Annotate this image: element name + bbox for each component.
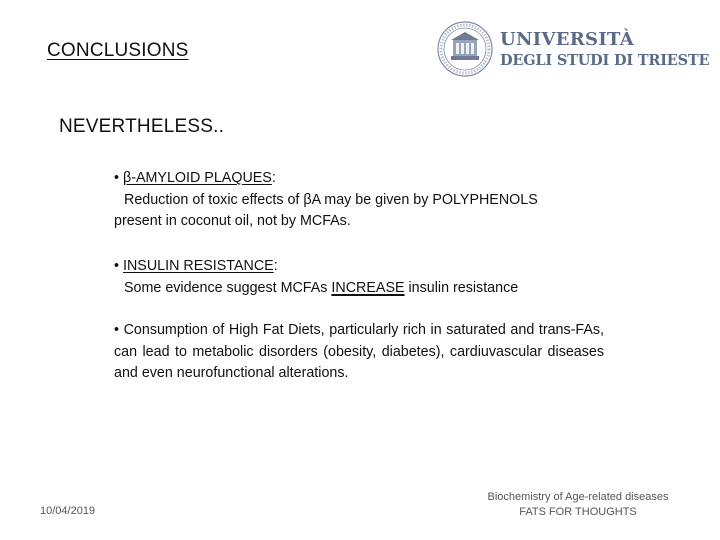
university-name	[500, 29, 709, 71]
bullet-insulin-emphasis: INCREASE	[331, 279, 405, 296]
footer-course-line2: FATS FOR THOUGHTS	[519, 506, 637, 518]
university-name-line2: DEGLI STUDI DI TRIESTE	[500, 52, 710, 69]
bullet-colon: :	[271, 170, 276, 186]
university-logo	[436, 20, 710, 78]
bullet-amyloid-line2: present in coconut oil, not by MCFAs.	[114, 213, 351, 229]
bullet-amyloid	[114, 168, 604, 233]
bullet-insulin	[114, 256, 604, 299]
university-name-line1: UNIVERSITÀ	[500, 29, 635, 50]
university-seal-icon	[436, 20, 494, 78]
bullet-label-insulin: INSULIN RESISTANCE	[123, 258, 274, 274]
bullet-insulin-text	[114, 278, 604, 300]
bullet-insulin-after: insulin resistance	[408, 279, 519, 296]
bullet-diets	[114, 320, 604, 385]
bullet-amyloid-line1: Reduction of toxic effects of βA may be given by POLYPHENOLS	[124, 191, 538, 208]
bullet-colon: :	[273, 258, 278, 274]
footer-course	[478, 490, 678, 520]
bullet-insulin-before: Some evidence suggest MCFAs	[124, 279, 328, 296]
bullet-marker: •	[114, 170, 120, 186]
bullet-marker: •	[114, 258, 120, 274]
slide-title: CONCLUSIONS	[47, 40, 189, 61]
bullet-label-amyloid: β-AMYLOID PLAQUES	[123, 170, 272, 186]
footer-course-line1: Biochemistry of Age-related diseases	[487, 491, 669, 503]
bullet-marker: •	[114, 322, 120, 338]
footer-date: 10/04/2019	[40, 505, 96, 517]
bullet-diets-text: Consumption of High Fat Diets, particularly rich in saturated and trans-FAs, can lead to metabolic disorders (obesity, diabetes), cardiuvascular diseases and even neurofunctional alterations.	[114, 322, 604, 381]
subheading: NEVERTHELESS..	[59, 116, 225, 137]
